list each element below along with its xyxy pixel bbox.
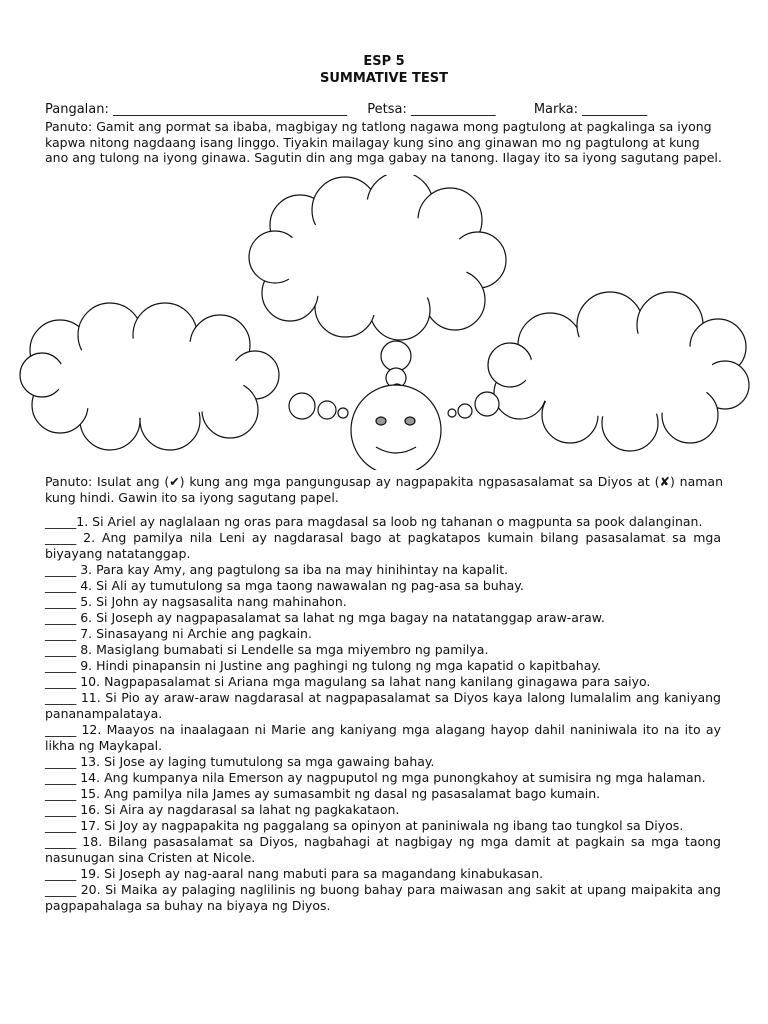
statement-item: _____ 10. Nagpapasalamat si Ariana mga magulang sa lahat nang kanilang ginagawa para saiyo. [45, 674, 651, 689]
part1-instructions: Panuto: Gamit ang pormat sa ibaba, magbigay ng tatlong nagawa mong pagtulong at pagkalinga sa iyong kapwa nitong nagdaang isang linggo. Tiyakin mailagay kung sino ang ginawan mo ng pagtulong at kung ano ang tulong na iyong ginawa. Sagutin din ang mga gabay na tanong. Ilagay ito sa iyong sagutang papel. [45, 119, 722, 165]
statement-item: _____ 20. Si Maika ay palaging naglilinis ng buong bahay para maiwasan ang sakit at upang maipakita ang pagpapahalaga sa buhay na biyaya ng Diyos. [45, 882, 721, 913]
student-info-fields [45, 102, 725, 118]
right-thought-cloud[interactable] [488, 292, 749, 451]
statement-item: _____ 6. Si Joseph ay nagpapasalamat sa lahat ng mga bagay na natatanggap araw-araw. [45, 610, 605, 625]
statement-item: _____ 7. Sinasayang ni Archie ang pagkain. [45, 626, 312, 641]
test-subject-title: ESP 5 [363, 54, 405, 69]
statement-item: _____ 13. Si Jose ay laging tumutulong sa mga gawaing bahay. [45, 754, 435, 769]
score-field[interactable]: Marka: __________ [533, 102, 648, 117]
statement-item: _____ 18. Bilang pasasalamat sa Diyos, nagbahagi at nagbigay ng mga damit at pagkain sa mga taong nasunugan sina Cristen at Nicole. [45, 834, 721, 865]
statement-item: _____ 3. Para kay Amy, ang pagtulong sa iba na may hinihintay na kapalit. [45, 562, 509, 577]
statement-item: _____ 2. Ang pamilya nila Leni ay nagdarasal bago at pagkatapos kumain bilang pasasalamat sa mga biyayang natatanggap. [45, 530, 721, 561]
thought-clouds-diagram [0, 175, 768, 470]
statement-list [45, 514, 721, 914]
date-field[interactable]: Petsa: _____________ [367, 102, 496, 117]
statement-item: _____1. Si Ariel ay naglalaan ng oras para magdasal sa loob ng tahanan o magpunta sa pook dalanginan. [45, 514, 703, 529]
statement-item: _____ 19. Si Joseph ay nag-aaral nang mabuti para sa magandang kinabukasan. [45, 866, 544, 881]
part2-instructions: Panuto: Isulat ang (✔) kung ang mga pangungusap ay nagpapakita ngpasasalamat sa Diyos at (✘) naman kung hindi. Gawin ito sa iyong sagutang papel. [45, 474, 723, 505]
left-thought-cloud[interactable] [20, 303, 279, 450]
statement-item: _____ 11. Si Pio ay araw-araw nagdarasal at nagpapasalamat sa Diyos kaya lalong lumalalim ang kaniyang pananampalataya. [45, 690, 721, 721]
statement-item: _____ 5. Si John ay nagsasalita nang mahinahon. [45, 594, 347, 609]
statement-item: _____ 17. Si Joy ay nagpapakita ng paggalang sa opinyon at paniniwala ng ibang tao tungkol sa Diyos. [45, 818, 684, 833]
smiley-face-icon [351, 385, 441, 470]
top-thought-cloud[interactable] [249, 175, 506, 340]
statement-item: _____ 14. Ang kumpanya nila Emerson ay nagpuputol ng mga punongkahoy at sumisira ng mga halaman. [45, 770, 706, 785]
statement-item: _____ 4. Si Ali ay tumutulong sa mga taong nawawalan ng pag-asa sa buhay. [45, 578, 524, 593]
statement-item: _____ 12. Maayos na inaalagaan ni Marie ang kaniyang mga alagang hayop dahil naniniwala ito na ito ay likha ng Maykapal. [45, 722, 721, 753]
test-type-title: SUMMATIVE TEST [320, 71, 448, 86]
statement-item: _____ 8. Masiglang bumabati si Lendelle sa mga miyembro ng pamilya. [45, 642, 489, 657]
statement-item: _____ 15. Ang pamilya nila James ay sumasambit ng dasal ng pasasalamat bago kumain. [45, 786, 601, 801]
header [0, 53, 768, 87]
name-field[interactable]: Pangalan: ____________________________________ [45, 102, 348, 117]
statement-item: _____ 16. Si Aira ay nagdarasal sa lahat ng pagkakataon. [45, 802, 400, 817]
statement-item: _____ 9. Hindi pinapansin ni Justine ang paghingi ng tulong ng mga kapatid o kapitbahay. [45, 658, 601, 673]
